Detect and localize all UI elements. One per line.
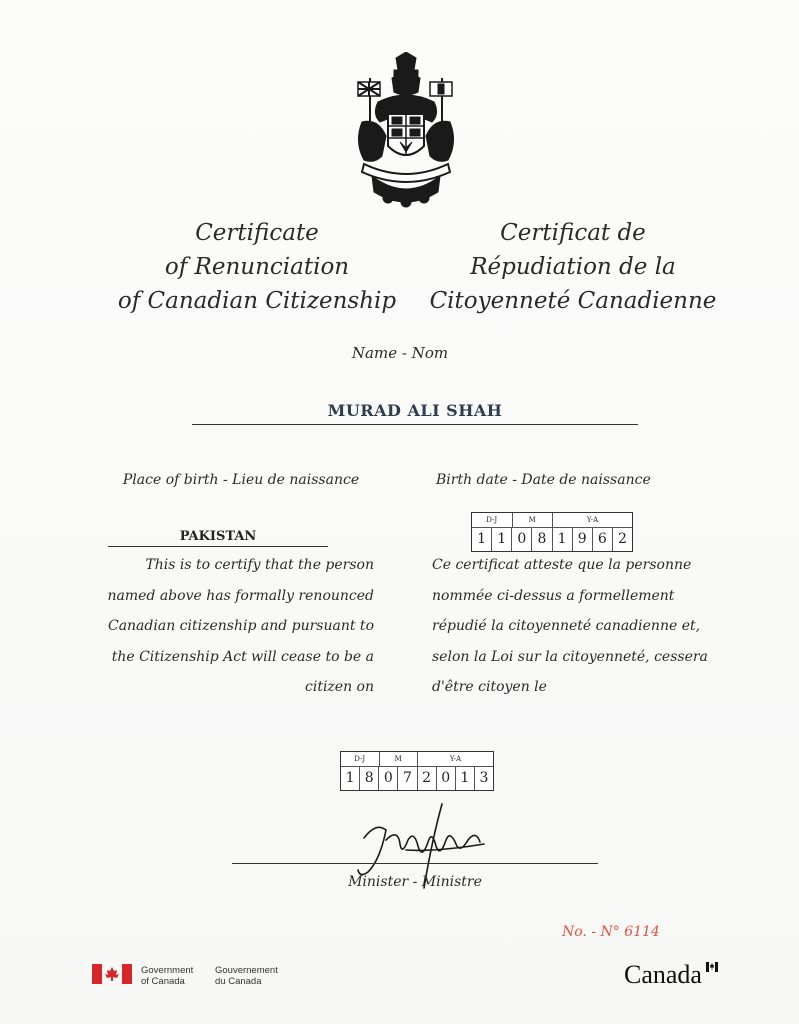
- certify-en-line: named above has formally renounced: [107, 587, 374, 604]
- birth-date-digit: 2: [617, 531, 627, 547]
- name-label: Name - Nom: [351, 344, 449, 362]
- canada-wordmark: [624, 960, 724, 992]
- certificate-number: No. - N° 6114: [562, 924, 660, 940]
- effective-date-digit: 0: [379, 767, 398, 790]
- government-of-canada-en: [141, 965, 201, 987]
- effective-date-box: [340, 751, 494, 791]
- effective-date-digit: 1: [456, 767, 475, 790]
- gov-fr-line-1: Gouvernement: [215, 965, 278, 976]
- effective-date-digit: 8: [360, 767, 379, 790]
- title-en-line-2: of Renunciation: [164, 254, 350, 280]
- birth-date-digit: 0: [512, 528, 532, 551]
- effective-date-year-head: Y-A: [449, 755, 462, 763]
- birth-date-digit: 1: [553, 528, 573, 551]
- name-value: MURAD ALI SHAH: [327, 401, 503, 420]
- birth-date-digit: 1: [492, 528, 512, 551]
- government-of-canada-fr: [215, 965, 295, 987]
- birth-date-digit: 1: [472, 528, 492, 551]
- title-fr-line-2: Répudiation de la: [470, 254, 676, 280]
- wordmark-flag-icon: [706, 962, 718, 972]
- effective-date-digit: 7: [398, 767, 417, 790]
- title-french: [428, 216, 718, 318]
- title-english: [112, 216, 402, 318]
- name-underline: [192, 424, 638, 425]
- gov-en-line-2: of Canada: [141, 976, 185, 987]
- minister-label: Minister - Ministre: [348, 874, 482, 890]
- birth-date-digit: 6: [593, 528, 613, 551]
- title-en-line-3: of Canadian Citizenship: [117, 288, 397, 314]
- canada-wordmark-text: Canada: [624, 960, 702, 989]
- effective-date-digit: 1: [341, 767, 360, 790]
- effective-date-month-head: M: [380, 752, 419, 766]
- gov-fr-line-2: du Canada: [215, 976, 262, 987]
- birth-date-box: [471, 512, 633, 552]
- place-of-birth-label: Place of birth - Lieu de naissance: [122, 472, 360, 488]
- certify-fr-line: d'être citoyen le: [432, 679, 547, 695]
- birth-date-month-head: M: [513, 513, 554, 527]
- title-fr-line-1: Certificat de: [500, 220, 646, 246]
- place-of-birth-underline: [108, 546, 328, 547]
- certify-fr-line: nommée ci-dessus a formellement: [432, 587, 675, 604]
- certify-fr-line: Ce certificat atteste que la personne: [432, 557, 692, 573]
- title-fr-line-3: Citoyenneté Canadienne: [429, 288, 717, 314]
- effective-date-digit: 0: [437, 767, 456, 790]
- certify-text-english: [80, 550, 374, 703]
- signature-line: [232, 863, 598, 864]
- certify-fr-line: répudié la citoyenneté canadienne et,: [432, 618, 701, 634]
- certify-en-line: Canadian citizenship and pursuant to: [107, 618, 374, 634]
- effective-date-day-head: D-J: [341, 752, 380, 766]
- birth-date-digit: 8: [532, 528, 552, 551]
- birth-date-day-head: D-J: [472, 513, 513, 527]
- certify-text-french: [432, 550, 732, 703]
- birth-date-label: Birth date - Date de naissance: [436, 472, 651, 488]
- effective-date-digit: 3: [479, 770, 489, 786]
- certify-en-line: This is to certify that the person: [145, 557, 374, 573]
- effective-date-digit: 2: [418, 767, 437, 790]
- certify-fr-line: selon la Loi sur la citoyenneté, cessera: [432, 648, 708, 665]
- birth-date-digit: 9: [573, 528, 593, 551]
- birth-date-year-head: Y-A: [586, 516, 599, 524]
- place-of-birth-value: PAKISTAN: [179, 529, 257, 544]
- certify-en-line: citizen on: [305, 679, 374, 695]
- title-en-line-1: Certificate: [195, 220, 319, 246]
- gov-en-line-1: Government: [141, 965, 194, 976]
- certify-en-line: the Citizenship Act will cease to be a: [111, 648, 374, 665]
- coat-of-arms-icon: [348, 52, 464, 212]
- canada-flag-icon: [92, 964, 132, 984]
